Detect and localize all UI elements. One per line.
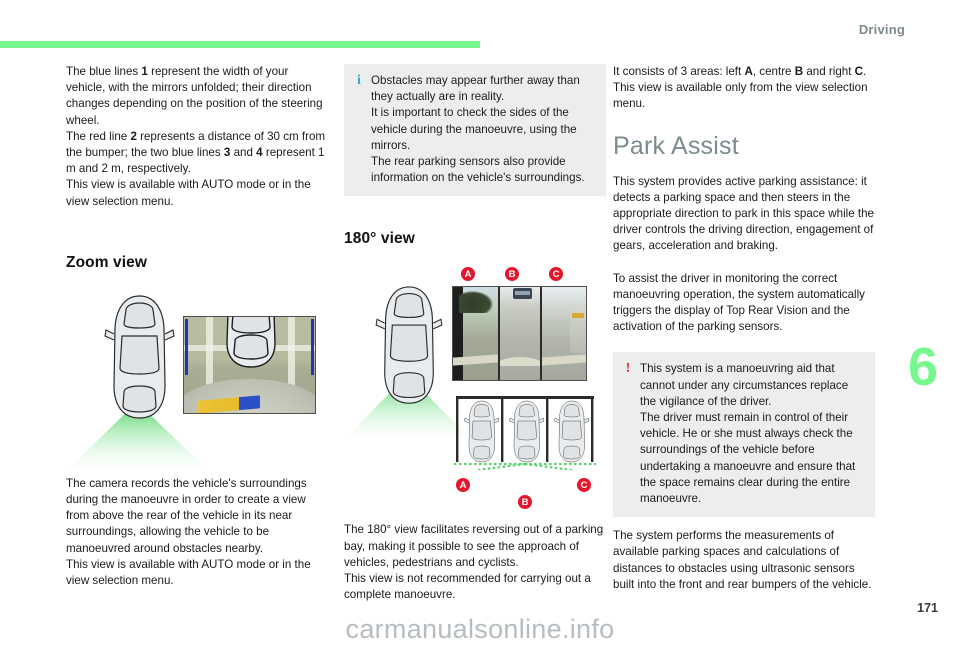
ref-4: 4 (256, 146, 263, 160)
badge-label: B (518, 495, 532, 509)
badge-top-a (461, 267, 475, 281)
heading-zoom-view: Zoom view (66, 253, 147, 271)
ref-3: 3 (223, 146, 231, 160)
badge-label: A (461, 267, 475, 281)
warning-notice-line: This system is a manoeuvring aid that cannot under any circumstances replace the vigilance of the driver. (640, 362, 849, 408)
paragraph-measurements: The system performs the measurements of available parking spaces and calculations of distances to obstacles using ultrasonic sensors built into the front and rear bumpers of the vehicle. (613, 529, 872, 591)
info-notice-text (371, 73, 596, 186)
warning-icon: ! (625, 361, 631, 377)
ref-1: 1 (141, 65, 148, 78)
paragraph-three-areas (613, 64, 875, 80)
text-run: The red line (66, 129, 131, 143)
page-section-label: Driving (858, 22, 905, 37)
car-overlay-icon (218, 316, 284, 373)
chapter-number: 6 (907, 337, 938, 397)
badge-label: B (505, 267, 519, 281)
page-number: 171 (917, 601, 938, 615)
paragraph-view-availability: This view is available with AUTO mode or in the view selection menu. (66, 178, 311, 208)
ref-2: 2 (130, 129, 137, 143)
column-left (66, 64, 328, 589)
heading-park-assist: Park Assist (613, 131, 739, 160)
paragraph-park-assist-monitoring: To assist the driver in monitoring the correct manoeuvring operation, the system automatically triggers the display of Top Rear Vision and the activation of the parking sensors. (613, 271, 865, 334)
badge-top-c (549, 267, 563, 281)
column-right (613, 64, 875, 593)
text-run: It consists of 3 areas: left (613, 65, 745, 78)
ref-c: C (854, 65, 864, 78)
badge-label: C (549, 267, 563, 281)
warning-notice-box (613, 352, 875, 517)
site-watermark: carmanualsonline.info (345, 614, 615, 644)
paragraph-blue-lines (66, 64, 328, 129)
text-run: , centre (752, 65, 795, 78)
badge-label: A (456, 478, 470, 492)
text-run: represent 1 m and 2 m, respectively. (66, 146, 325, 176)
camera-view-panels (452, 286, 587, 381)
column-middle (344, 64, 606, 603)
info-notice-line: Obstacles may appear further away than they actually are in reality. (371, 74, 580, 104)
text-run: and right (803, 65, 855, 78)
badge-bottom-b (518, 495, 532, 509)
badge-top-b (505, 267, 519, 281)
info-notice-box (344, 64, 606, 196)
text-run: represent the width of your vehicle, with the mirrors unfolded; their direction changes depending on the position of the steering wheel. (66, 65, 323, 127)
info-notice-line: The rear parking sensors also provide information on the vehicle's surroundings. (371, 155, 585, 185)
paragraph-180-not-recommended: This view is not recommended for carrying out a complete manoeuvre. (344, 572, 591, 602)
heading-180-view: 180° view (344, 230, 415, 248)
camera-pane-a (453, 287, 498, 380)
paragraph-park-assist-intro: This system provides active parking assistance: it detects a parking space and then steers in the appropriate direction to park in this space while the driver controls the driving direction, engagement of gears, acceleration and braking. (613, 174, 875, 253)
paragraph-areas-availability: This view is available only from the view selection menu. (613, 81, 868, 111)
ref-b: B (794, 65, 804, 78)
text-run: The blue lines (66, 65, 142, 78)
badge-bottom-a (456, 478, 470, 492)
zoom-view-camera-image (183, 316, 316, 414)
header-green-rule (0, 41, 480, 48)
info-icon: i (357, 73, 361, 88)
text-run: . (863, 65, 867, 78)
parking-bays-diagram (452, 396, 598, 470)
warning-notice-text (640, 361, 865, 507)
car-top-view-icon (102, 294, 177, 422)
warning-notice-line: The driver must remain in control of their vehicle. He or she must always check the surroundings of the vehicle before undertaking a manoeuvre and ensure that the space remains clear during the entire manoeuvre. (640, 411, 856, 506)
ref-a: A (744, 65, 753, 78)
paragraph-zoom-description: The camera records the vehicle's surroundings during the manoeuvre in order to create a view from above the rear of the vehicle in its near surroundings, allowing the vehicle to be manoeuvred around obstacles nearby. (66, 476, 307, 555)
car-top-view-icon (373, 285, 445, 407)
paragraph-zoom-availability: This view is available with AUTO mode or in the view selection menu. (66, 557, 311, 588)
camera-pane-c (542, 287, 586, 380)
paragraph-180-description: The 180° view facilitates reversing out of a parking bay, making it possible to see the approach of vehicles, pedestrians and cyclists. (344, 523, 604, 569)
figure-zoom-view (66, 294, 328, 470)
info-notice-line: It is important to check the sides of the vehicle during the manoeuvre, using the mirrors. (371, 106, 577, 152)
badge-label: C (577, 478, 591, 492)
figure-180-view (344, 267, 606, 522)
text-run: represents a distance of 30 cm from the bumper; the two blue lines (66, 129, 326, 160)
badge-bottom-c (577, 478, 591, 492)
camera-pane-b (498, 287, 542, 380)
parking-bays-svg (452, 396, 598, 470)
text-run: and (230, 146, 257, 160)
paragraph-red-line (66, 129, 328, 178)
